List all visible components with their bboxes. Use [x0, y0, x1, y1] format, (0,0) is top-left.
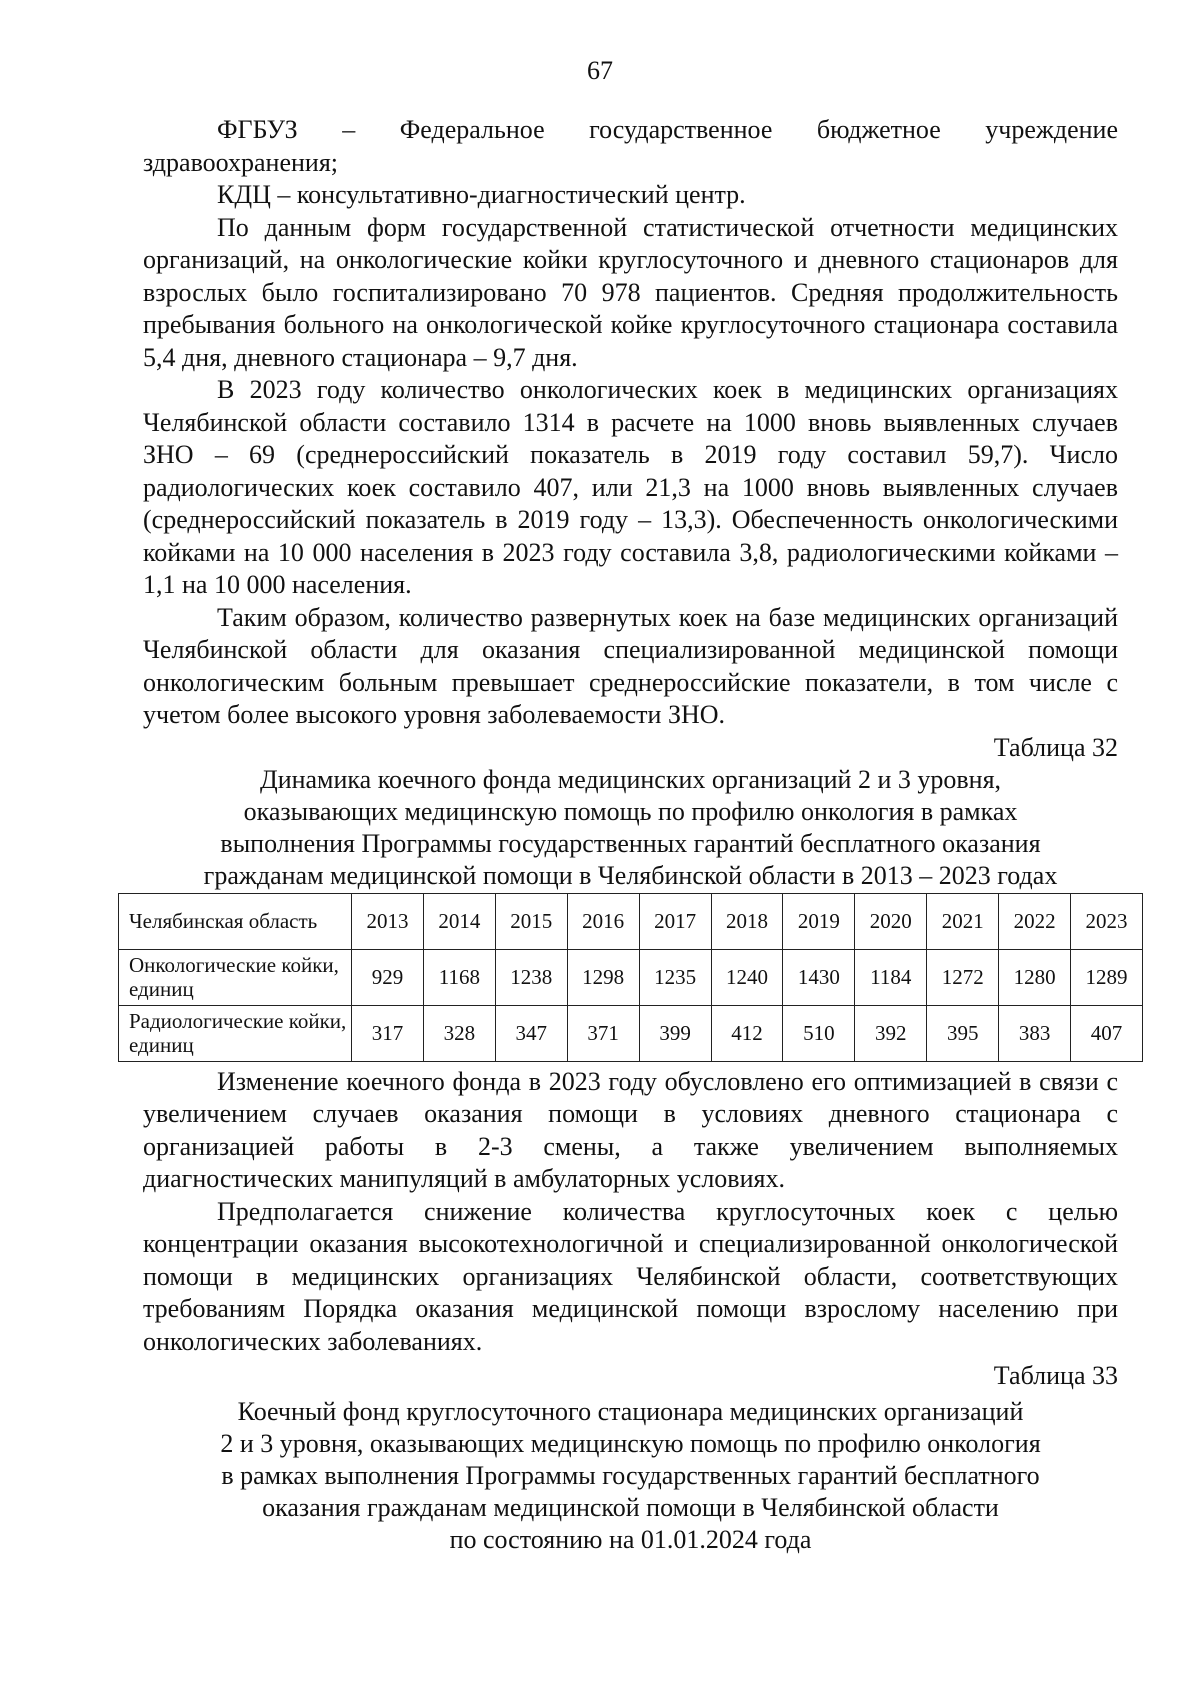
table-cell: 510	[783, 1005, 855, 1061]
row-label: Радиологические койки, единиц	[119, 1005, 352, 1061]
table-cell: 392	[855, 1005, 927, 1061]
table-cell: 371	[567, 1005, 639, 1061]
table-32-title-line: выполнения Программы государственных гарантий бесплатного оказания	[220, 828, 1041, 858]
header-cell-year: 2015	[495, 893, 567, 949]
table-header-row	[119, 893, 1143, 949]
header-cell-year: 2019	[783, 893, 855, 949]
paragraph-abbrev-kdc: КДЦ – консультативно-диагностический центр.	[217, 180, 746, 209]
table-cell: 1280	[999, 949, 1071, 1005]
header-cell-year: 2023	[1071, 893, 1143, 949]
table-cell: 1235	[639, 949, 711, 1005]
header-cell-year: 2020	[855, 893, 927, 949]
header-cell-year: 2017	[639, 893, 711, 949]
table-row-radiology-beds	[119, 1005, 1143, 1061]
table-32-title-line: Динамика коечного фонда медицинских организаций 2 и 3 уровня,	[259, 764, 1002, 794]
row-label: Онкологические койки, единиц	[119, 949, 352, 1005]
table-32-label: Таблица 32	[993, 732, 1118, 762]
page-number: 67	[587, 56, 613, 85]
table-cell: 1184	[855, 949, 927, 1005]
table-33-title-line: по состоянию на 01.01.2024 года	[449, 1525, 812, 1554]
table-cell: 1240	[711, 949, 783, 1005]
table-cell: 317	[352, 1005, 424, 1061]
table-33-title-line: оказания гражданам медицинской помощи в Челябинской области	[262, 1493, 999, 1522]
table-33-label: Таблица 33	[993, 1361, 1118, 1390]
table-32-title-line: оказывающих медицинскую помощь по профилю онкология в рамках	[243, 796, 1018, 826]
table-cell: 407	[1071, 1005, 1143, 1061]
table-cell: 1168	[423, 949, 495, 1005]
table-cell: 395	[927, 1005, 999, 1061]
table-cell: 929	[352, 949, 424, 1005]
table-33-title-line: 2 и 3 уровня, оказывающих медицинскую помощь по профилю онкология	[220, 1429, 1041, 1458]
table-cell: 1238	[495, 949, 567, 1005]
table-cell: 1272	[927, 949, 999, 1005]
paragraph-bed-reduction: Предполагается снижение количества круглосуточных коек с целью концентрации оказания высокотехнологичной и специализированной онкологической помощи в медицинских организациях Челябинской области, соответствующих требованиям Порядка оказания медицинской помощи взрослому населению при онкологических заболеваниях.	[143, 1196, 1118, 1356]
table-cell: 1430	[783, 949, 855, 1005]
table-32	[118, 893, 1143, 1062]
header-cell-year: 2016	[567, 893, 639, 949]
table-33-title-line: в рамках выполнения Программы государственных гарантий бесплатного	[221, 1461, 1040, 1490]
table-32-title-line: гражданам медицинской помощи в Челябинской области в 2013 – 2023 годах	[203, 860, 1058, 890]
table-row-oncology-beds	[119, 949, 1143, 1005]
table-cell: 399	[639, 1005, 711, 1061]
header-cell-year: 2018	[711, 893, 783, 949]
header-cell-year: 2021	[927, 893, 999, 949]
paragraph-hospitalization: По данным форм государственной статистической отчетности медицинских организаций, на онкологические койки круглосуточного и дневного стационаров для взрослых было госпитализировано 70 978 пациентов. Средняя продолжительность пребывания больного на онкологической койке круглосуточного стационара составила 5,4 дня, дневного стационара – 9,7 дня.	[143, 212, 1118, 372]
table-33-title	[143, 1396, 1118, 1556]
header-cell-year: 2014	[423, 893, 495, 949]
table-32-title	[143, 764, 1118, 892]
table-cell: 347	[495, 1005, 567, 1061]
table-cell: 412	[711, 1005, 783, 1061]
paragraph-bed-change: Изменение коечного фонда в 2023 году обусловлено его оптимизацией в связи с увеличением случаев оказания помощи в условиях дневного стационара с организацией работы в 2-3 смены, а также увеличением выполняемых диагностических манипуляций в амбулаторных условиях.	[143, 1066, 1118, 1193]
paragraph-abbrev-fgbuz: ФГБУЗ – Федеральное государственное бюджетное учреждение здравоохранения;	[143, 115, 1118, 177]
table-cell: 1289	[1071, 949, 1143, 1005]
header-cell-year: 2022	[999, 893, 1071, 949]
header-cell-year: 2013	[352, 893, 424, 949]
header-cell-region: Челябинская область	[119, 893, 352, 949]
table-cell: 328	[423, 1005, 495, 1061]
table-cell: 383	[999, 1005, 1071, 1061]
paragraph-bed-count-2023: В 2023 году количество онкологических коек в медицинских организациях Челябинской области составило 1314 в расчете на 1000 вновь выявленных случаев ЗНО – 69 (среднероссийский показатель в 2019 году составил 59,7). Число радиологических коек составило 407, или 21,3 на 1000 вновь выявленных случаев (среднероссийский показатель в 2019 году – 13,3). Обеспеченность онкологическими койками на 10 000 населения в 2023 году составила 3,8, радиологическими койками – 1,1 на 10 000 населения.	[143, 375, 1118, 599]
paragraph-conclusion: Таким образом, количество развернутых коек на базе медицинских организаций Челябинской области для оказания специализированной медицинской помощи онкологическим больным превышает среднероссийские показатели, в том числе с учетом более высокого уровня заболеваемости ЗНО.	[143, 602, 1118, 729]
table-33-title-line: Коечный фонд круглосуточного стационара медицинских организаций	[237, 1397, 1024, 1426]
table-cell: 1298	[567, 949, 639, 1005]
document-body	[129, 114, 1128, 1556]
